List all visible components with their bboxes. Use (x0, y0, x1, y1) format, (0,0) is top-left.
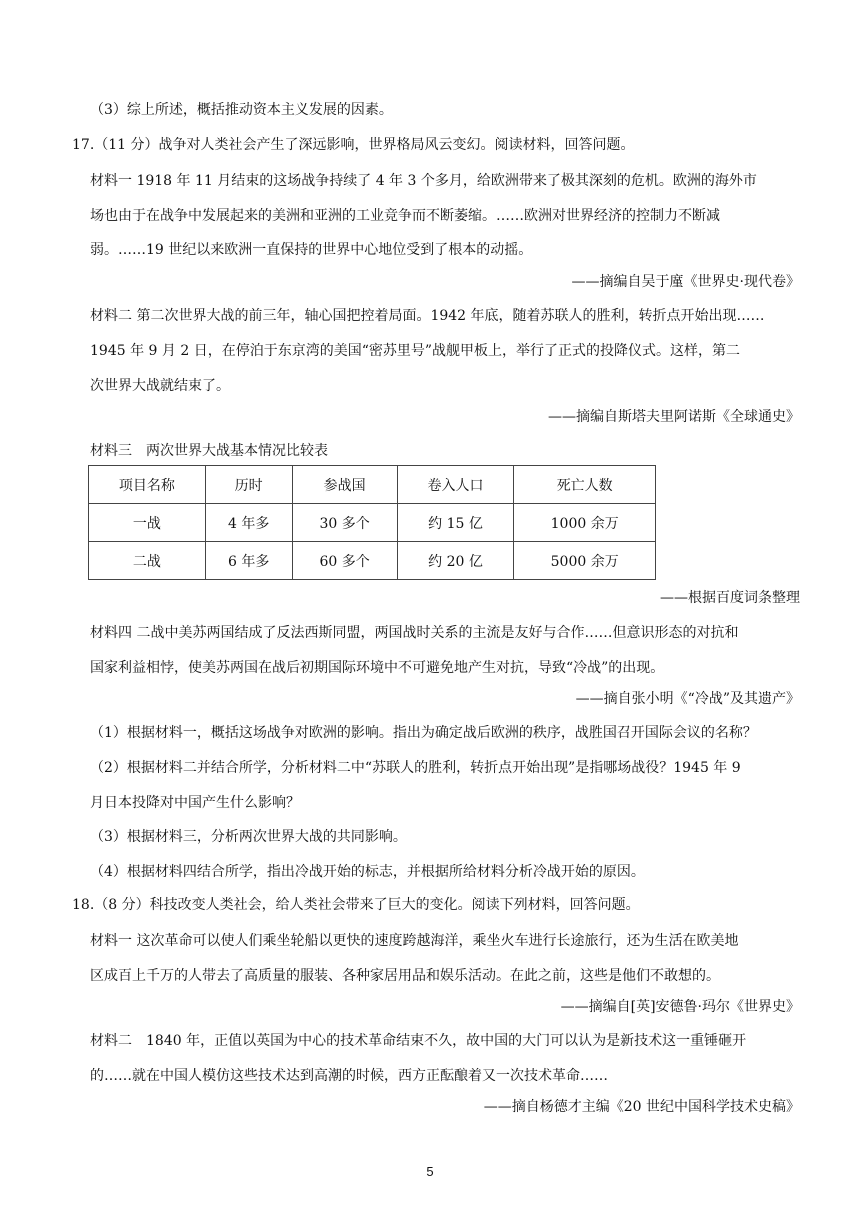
table-cell: 30 多个 (292, 504, 397, 542)
war-comparison-table (88, 465, 656, 580)
table-cell: 一战 (89, 504, 206, 542)
table-cell: 约 15 亿 (397, 504, 514, 542)
q18-material-2-line: 材料二 1840 年，正值以英国为中心的技术革命结束不久，故中国的大门可以认为是新技术这一重锤砸开 (90, 1033, 747, 1049)
table-cell: 5000 余万 (514, 542, 656, 580)
table-header-cell: 死亡人数 (514, 466, 656, 504)
material-1-line: 场也由于在战争中发展起来的美洲和亚洲的工业竞争而不断萎缩。……欧洲对世界经济的控制力不断减 (90, 208, 720, 224)
question-17-part-4: （4）根据材料四结合所学，指出冷战开始的标志，并根据所给材料分析冷战开始的原因。 (90, 864, 645, 880)
table-row (89, 542, 656, 580)
question-16-part-3: （3）综上所述，概括推动资本主义发展的因素。 (90, 102, 393, 118)
question-17-part-2: （2）根据材料二并结合所学，分析材料二中“苏联人的胜利，转折点开始出现”是指哪场战役？1945 年 9 (90, 760, 741, 776)
material-1-source: ——摘编自吴于廑《世界史·现代卷》 (571, 274, 800, 290)
question-17-part-1: （1）根据材料一，概括这场战争对欧洲的影响。指出为确定战后欧洲的秩序，战胜国召开国际会议的名称？ (90, 725, 757, 741)
page-number: 5 (426, 1164, 434, 1179)
material-4-line: 材料四 二战中美苏两国结成了反法西斯同盟，两国战时关系的主流是友好与合作……但意识形态的对抗和 (90, 625, 739, 641)
table-header-row (89, 466, 656, 504)
material-2-line: 材料二 第二次世界大战的前三年，轴心国把控着局面。1942 年底，随着苏联人的胜利，转折点开始出现…… (90, 308, 765, 324)
table-cell: 6 年多 (205, 542, 292, 580)
q18-material-2-line: 的……就在中国人模仿这些技术达到高潮的时候，西方正酝酿着又一次技术革命…… (90, 1068, 608, 1084)
question-17-part-2-cont: 月日本投降对中国产生什么影响？ (90, 795, 300, 811)
question-17-part-3: （3）根据材料三，分析两次世界大战的共同影响。 (90, 829, 407, 845)
material-4-line: 国家利益相悖，使美苏两国在战后初期国际环境中不可避免地产生对抗，导致“冷战”的出现。 (90, 660, 665, 676)
material-1-line: 弱。……19 世纪以来欧洲一直保持的世界中心地位受到了根本的动摇。 (90, 242, 533, 258)
table-row (89, 504, 656, 542)
table-header-cell: 卷入人口 (397, 466, 514, 504)
material-1-line: 材料一 1918 年 11 月结束的这场战争持续了 4 年 3 个多月，给欧洲带来了极其深刻的危机。欧洲的海外市 (90, 173, 757, 189)
q18-material-2-source: ——摘自杨德才主编《20 世纪中国科学技术史稿》 (483, 1099, 800, 1115)
question-17-stem: 17.（11 分）战争对人类社会产生了深远影响，世界格局风云变幻。阅读材料，回答问题。 (72, 137, 635, 153)
material-2-line: 1945 年 9 月 2 日，在停泊于东京湾的美国“密苏里号”战舰甲板上，举行了正式的投降仪式。这样，第二 (90, 343, 741, 359)
material-2-source: ——摘编自斯塔夫里阿诺斯《全球通史》 (548, 409, 800, 425)
material-2-line: 次世界大战就结束了。 (90, 378, 230, 394)
material-3-title: 材料三 两次世界大战基本情况比较表 (90, 443, 328, 459)
table-header-cell: 参战国 (292, 466, 397, 504)
material-3-source: ——根据百度词条整理 (660, 590, 800, 606)
table-cell: 60 多个 (292, 542, 397, 580)
material-4-source: ——摘自张小明《“冷战”及其遗产》 (575, 691, 800, 707)
q18-material-1-line: 区成百上千万的人带去了高质量的服装、各种家居用品和娱乐活动。在此之前，这些是他们不敢想的。 (90, 968, 720, 984)
q18-material-1-source: ——摘编自[英]安德鲁·玛尔《世界史》 (560, 999, 800, 1015)
table-header-cell: 项目名称 (89, 466, 206, 504)
table-cell: 约 20 亿 (397, 542, 514, 580)
table-cell: 4 年多 (205, 504, 292, 542)
table-header-cell: 历时 (205, 466, 292, 504)
table-cell: 1000 余万 (514, 504, 656, 542)
table-cell: 二战 (89, 542, 206, 580)
question-18-stem: 18.（8 分）科技改变人类社会，给人类社会带来了巨大的变化。阅读下列材料，回答问题。 (72, 897, 640, 913)
q18-material-1-line: 材料一 这次革命可以使人们乘坐轮船以更快的速度跨越海洋，乘坐火车进行长途旅行，还为生活在欧美地 (90, 933, 739, 949)
